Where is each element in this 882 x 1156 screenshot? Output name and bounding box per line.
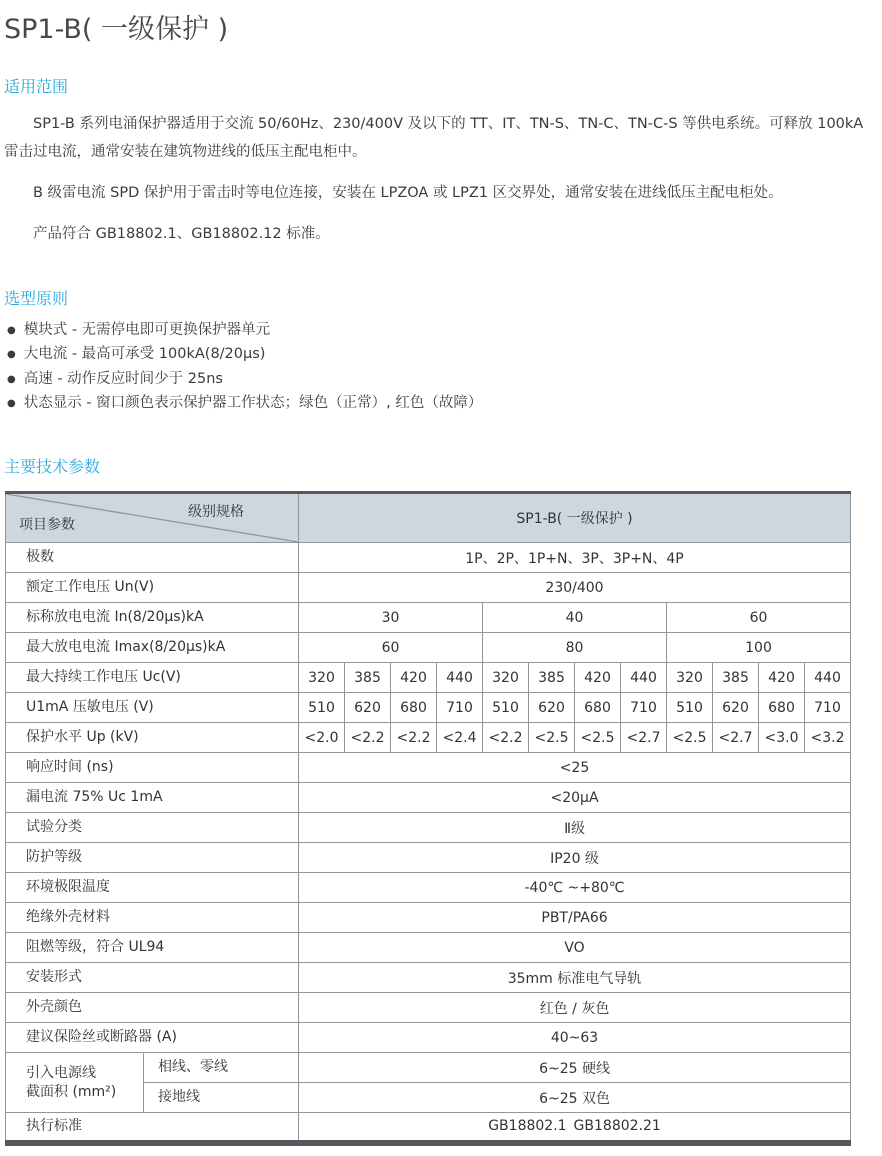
bullet-icon: ● [7, 324, 16, 336]
list-item [7, 347, 866, 362]
param-value: VO [299, 933, 851, 963]
param-value: <3.0 [759, 723, 805, 753]
table-row [6, 963, 851, 993]
bullet-icon: ● [7, 398, 16, 410]
param-value: 385 [345, 663, 391, 693]
param-label: 最大持续工作电压 Uc(V) [6, 663, 299, 693]
bullet-text: 状态显示 - 窗口颜色表示保护器工作状态；绿色（正常）, 红色（故障） [23, 395, 483, 412]
table-row [6, 603, 851, 633]
param-value: <3.2 [805, 723, 851, 753]
param-value: 440 [805, 663, 851, 693]
specs-table-body [6, 543, 851, 1143]
table-row [6, 543, 851, 573]
param-label: 引入电源线 截面积 (mm²) [6, 1053, 144, 1113]
param-value: IP20 级 [299, 843, 851, 873]
table-header-title: SP1-B( 一级保护 ) [299, 493, 851, 543]
table-row [6, 1113, 851, 1143]
param-value: 320 [299, 663, 345, 693]
param-value: 680 [391, 693, 437, 723]
param-value: 30 [299, 603, 483, 633]
table-header-row [6, 493, 851, 543]
list-item [7, 396, 866, 411]
param-label: 绝缘外壳材料 [6, 903, 299, 933]
param-label: 阻燃等级，符合 UL94 [6, 933, 299, 963]
param-value: 420 [391, 663, 437, 693]
param-value: 680 [575, 693, 621, 723]
param-value: 320 [667, 663, 713, 693]
param-value: 385 [713, 663, 759, 693]
param-value: 680 [759, 693, 805, 723]
param-value: <2.2 [483, 723, 529, 753]
section-heading-scope: 适用范围 [4, 77, 69, 97]
param-value: 100 [667, 633, 851, 663]
param-value: GB18802.1 GB18802.21 [299, 1113, 851, 1143]
table-row [6, 783, 851, 813]
param-value: 35mm 标准电气导轨 [299, 963, 851, 993]
param-value: -40℃ ~+80℃ [299, 873, 851, 903]
table-row [6, 1053, 851, 1083]
param-label: 保护水平 Up (kV) [6, 723, 299, 753]
bullet-icon: ● [7, 373, 16, 385]
bullet-icon: ● [7, 349, 16, 361]
param-value: <25 [299, 753, 851, 783]
table-row [6, 663, 851, 693]
table-row [6, 903, 851, 933]
param-value: 40~63 [299, 1023, 851, 1053]
param-value: 80 [483, 633, 667, 663]
param-value: 320 [483, 663, 529, 693]
param-label: 防护等级 [6, 843, 299, 873]
param-label: 极数 [6, 543, 299, 573]
param-value: 1P、2P、1P+N、3P、3P+N、4P [299, 543, 851, 573]
scope-paragraph: B 级雷电流 SPD 保护用于雷击时等电位连接，安装在 LPZOA 或 LPZ1 区交界处，通常安装在进线低压主配电柜处。 [33, 185, 783, 202]
param-value: <2.4 [437, 723, 483, 753]
table-row [6, 933, 851, 963]
param-value: 60 [299, 633, 483, 663]
param-value: <20μA [299, 783, 851, 813]
param-value: 230/400 [299, 573, 851, 603]
param-label: 最大放电电流 Imax(8/20μs)kA [6, 633, 299, 663]
param-value: <2.5 [575, 723, 621, 753]
param-value: 510 [299, 693, 345, 723]
table-row [6, 633, 851, 663]
table-row [6, 693, 851, 723]
param-value: 40 [483, 603, 667, 633]
param-label: U1mA 压敏电压 (V) [6, 693, 299, 723]
table-row [6, 753, 851, 783]
param-label: 执行标准 [6, 1113, 299, 1143]
param-label: 漏电流 75% Uc 1mA [6, 783, 299, 813]
param-value: 510 [667, 693, 713, 723]
table-corner-cell [6, 493, 299, 543]
param-value: 6~25 硬线 [299, 1053, 851, 1083]
param-label: 安装形式 [6, 963, 299, 993]
param-value: <2.2 [345, 723, 391, 753]
param-label: 建议保险丝或断路器 (A) [6, 1023, 299, 1053]
param-value: 红色 / 灰色 [299, 993, 851, 1023]
section-heading-specs: 主要技术参数 [4, 456, 101, 476]
list-item [7, 323, 866, 338]
param-value: 420 [575, 663, 621, 693]
param-value: <2.5 [667, 723, 713, 753]
param-label: 额定工作电压 Un(V) [6, 573, 299, 603]
table-row [6, 813, 851, 843]
param-label: 响应时间 (ns) [6, 753, 299, 783]
bullet-text: 模块式 - 无需停电即可更换保护器单元 [23, 321, 271, 338]
param-sublabel: 接地线 [144, 1083, 299, 1113]
param-value: 440 [437, 663, 483, 693]
table-row [6, 993, 851, 1023]
param-value: <2.7 [713, 723, 759, 753]
param-value: 620 [713, 693, 759, 723]
bullet-text: 高速 - 动作反应时间少于 25ns [23, 370, 223, 387]
scope-paragraph: SP1-B 系列电涌保护器适用于交流 50/60Hz、230/400V 及以下的 TT、IT、TN-S、TN-C、TN-C-S 等供电系统。可释放 100kA 雷击过电流，通常安装在建筑物进线的低压主配电柜中。 [4, 115, 864, 160]
table-row [6, 573, 851, 603]
param-value: <2.0 [299, 723, 345, 753]
table-row [6, 843, 851, 873]
param-value: 385 [529, 663, 575, 693]
param-value: 620 [345, 693, 391, 723]
corner-label-spec: 级别规格 [188, 504, 244, 521]
param-label: 外壳颜色 [6, 993, 299, 1023]
param-value: 6~25 双色 [299, 1083, 851, 1113]
bullet-text: 大电流 - 最高可承受 100kA(8/20μs) [23, 346, 266, 363]
selection-bullet-list [4, 323, 866, 411]
param-value: <2.7 [621, 723, 667, 753]
specs-table [5, 491, 851, 1146]
param-sublabel: 相线、零线 [144, 1053, 299, 1083]
section-heading-selection: 选型原则 [4, 288, 69, 308]
param-value: 710 [805, 693, 851, 723]
table-row [6, 723, 851, 753]
param-value: 710 [621, 693, 667, 723]
scope-paragraph: 产品符合 GB18802.1、GB18802.12 标准。 [33, 226, 330, 243]
param-value: Ⅱ级 [299, 813, 851, 843]
param-label: 环境极限温度 [6, 873, 299, 903]
corner-label-param: 项目参数 [19, 517, 75, 534]
datasheet-page [0, 14, 882, 1146]
param-value: <2.2 [391, 723, 437, 753]
page-title: SP1-B( 一级保护 ) [4, 14, 229, 45]
table-row [6, 873, 851, 903]
param-label: 标称放电电流 In(8/20μs)kA [6, 603, 299, 633]
param-value: 620 [529, 693, 575, 723]
param-value: 440 [621, 663, 667, 693]
param-label: 试验分类 [6, 813, 299, 843]
list-item [7, 372, 866, 387]
param-value: 60 [667, 603, 851, 633]
param-value: <2.5 [529, 723, 575, 753]
param-value: 510 [483, 693, 529, 723]
param-value: 710 [437, 693, 483, 723]
param-value: PBT/PA66 [299, 903, 851, 933]
table-row [6, 1023, 851, 1053]
param-value: 420 [759, 663, 805, 693]
